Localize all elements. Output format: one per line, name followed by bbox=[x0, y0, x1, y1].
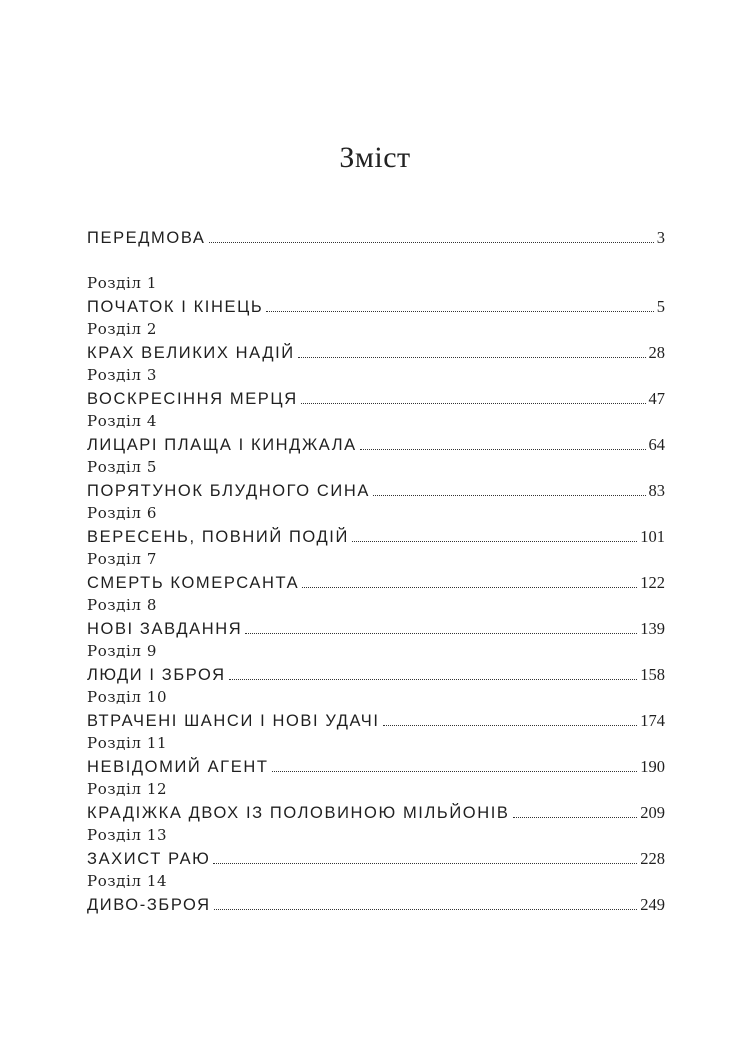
toc-entry-name: ВТРАЧЕНІ ШАНСИ І НОВІ УДАЧІ bbox=[87, 712, 380, 730]
toc-entry-chapter-10[interactable] bbox=[87, 707, 665, 734]
dot-leader bbox=[298, 357, 646, 358]
toc-page-number: 28 bbox=[648, 343, 665, 362]
chapter-label: Розділ 7 bbox=[87, 550, 157, 568]
table-of-contents bbox=[87, 224, 665, 918]
dot-leader bbox=[302, 587, 637, 588]
toc-page-number: 47 bbox=[648, 389, 665, 408]
toc-entry-name: ВОСКРЕСІННЯ МЕРЦЯ bbox=[87, 390, 298, 408]
toc-entry-chapter-6[interactable] bbox=[87, 523, 665, 550]
toc-page-number: 64 bbox=[648, 435, 665, 454]
toc-entry-name: СМЕРТЬ КОМЕРСАНТА bbox=[87, 574, 300, 592]
toc-entry-name: ВЕРЕСЕНЬ, ПОВНИЙ ПОДІЙ bbox=[87, 528, 349, 546]
chapter-label: Розділ 2 bbox=[87, 320, 157, 338]
toc-entry-chapter-8[interactable] bbox=[87, 615, 665, 642]
chapter-label: Розділ 8 bbox=[87, 596, 157, 614]
toc-page-number: 3 bbox=[656, 228, 665, 247]
dot-leader bbox=[245, 633, 637, 634]
toc-entry-chapter-1[interactable] bbox=[87, 293, 665, 320]
dot-leader bbox=[513, 817, 638, 818]
chapter-label: Розділ 1 bbox=[87, 274, 157, 292]
dot-leader bbox=[352, 541, 637, 542]
toc-entry-name: НОВІ ЗАВДАННЯ bbox=[87, 620, 243, 638]
chapter-label: Розділ 3 bbox=[87, 366, 157, 384]
toc-page-number: 158 bbox=[640, 665, 665, 684]
toc-entry-chapter-7[interactable] bbox=[87, 569, 665, 596]
chapter-label: Розділ 6 bbox=[87, 504, 157, 522]
toc-entry-chapter-11[interactable] bbox=[87, 753, 665, 780]
dot-leader bbox=[360, 449, 646, 450]
dot-leader bbox=[213, 863, 637, 864]
toc-entry-chapter-5[interactable] bbox=[87, 477, 665, 504]
page-title: Зміст bbox=[339, 141, 411, 174]
toc-page-number: 174 bbox=[640, 711, 665, 730]
toc-entry-name: КРАХ ВЕЛИКИХ НАДІЙ bbox=[87, 344, 295, 362]
toc-entry-preface[interactable] bbox=[87, 224, 665, 252]
toc-page-number: 101 bbox=[640, 527, 665, 546]
toc-page-number: 122 bbox=[640, 573, 665, 592]
chapter-label: Розділ 12 bbox=[87, 780, 168, 798]
toc-entry-chapter-12[interactable] bbox=[87, 799, 665, 826]
chapter-label: Розділ 13 bbox=[87, 826, 168, 844]
toc-entry-name: ДИВО-ЗБРОЯ bbox=[87, 896, 211, 914]
chapter-label: Розділ 5 bbox=[87, 458, 157, 476]
chapter-label: Розділ 14 bbox=[87, 872, 168, 890]
toc-entry-name: ПЕРЕДМОВА bbox=[87, 229, 206, 247]
toc-entry-name: ЛЮДИ І ЗБРОЯ bbox=[87, 666, 226, 684]
dot-leader bbox=[373, 495, 645, 496]
toc-page-number: 83 bbox=[648, 481, 665, 500]
toc-page-number: 228 bbox=[640, 849, 665, 868]
toc-entry-name: ПОЧАТОК І КІНЕЦЬ bbox=[87, 298, 264, 316]
dot-leader bbox=[383, 725, 638, 726]
toc-page-number: 5 bbox=[656, 297, 665, 316]
toc-entry-chapter-14[interactable] bbox=[87, 891, 665, 918]
chapter-label: Розділ 11 bbox=[87, 734, 168, 752]
toc-entry-name: ЛИЦАРІ ПЛАЩА І КИНДЖАЛА bbox=[87, 436, 357, 454]
toc-entry-name: ЗАХИСТ РАЮ bbox=[87, 850, 211, 868]
toc-entry-chapter-13[interactable] bbox=[87, 845, 665, 872]
toc-entry-name: ПОРЯТУНОК БЛУДНОГО СИНА bbox=[87, 482, 371, 500]
chapter-list bbox=[87, 274, 665, 918]
toc-entry-chapter-9[interactable] bbox=[87, 661, 665, 688]
toc-entry-name: КРАДІЖКА ДВОХ ІЗ ПОЛОВИНОЮ МІЛЬЙОНІВ bbox=[87, 804, 510, 822]
dot-leader bbox=[301, 403, 646, 404]
toc-entry-name: НЕВІДОМИЙ АГЕНТ bbox=[87, 758, 269, 776]
toc-page-number: 190 bbox=[640, 757, 665, 776]
chapter-label: Розділ 9 bbox=[87, 642, 157, 660]
toc-entry-chapter-2[interactable] bbox=[87, 339, 665, 366]
dot-leader bbox=[214, 909, 638, 910]
dot-leader bbox=[229, 679, 638, 680]
chapter-label: Розділ 4 bbox=[87, 412, 157, 430]
dot-leader bbox=[272, 771, 638, 772]
chapter-label: Розділ 10 bbox=[87, 688, 168, 706]
spacer bbox=[87, 252, 665, 274]
toc-page-number: 209 bbox=[640, 803, 665, 822]
toc-entry-chapter-4[interactable] bbox=[87, 431, 665, 458]
toc-page-number: 139 bbox=[640, 619, 665, 638]
toc-entry-chapter-3[interactable] bbox=[87, 385, 665, 412]
toc-page-number: 249 bbox=[640, 895, 665, 914]
dot-leader bbox=[209, 242, 654, 243]
dot-leader bbox=[266, 311, 653, 312]
